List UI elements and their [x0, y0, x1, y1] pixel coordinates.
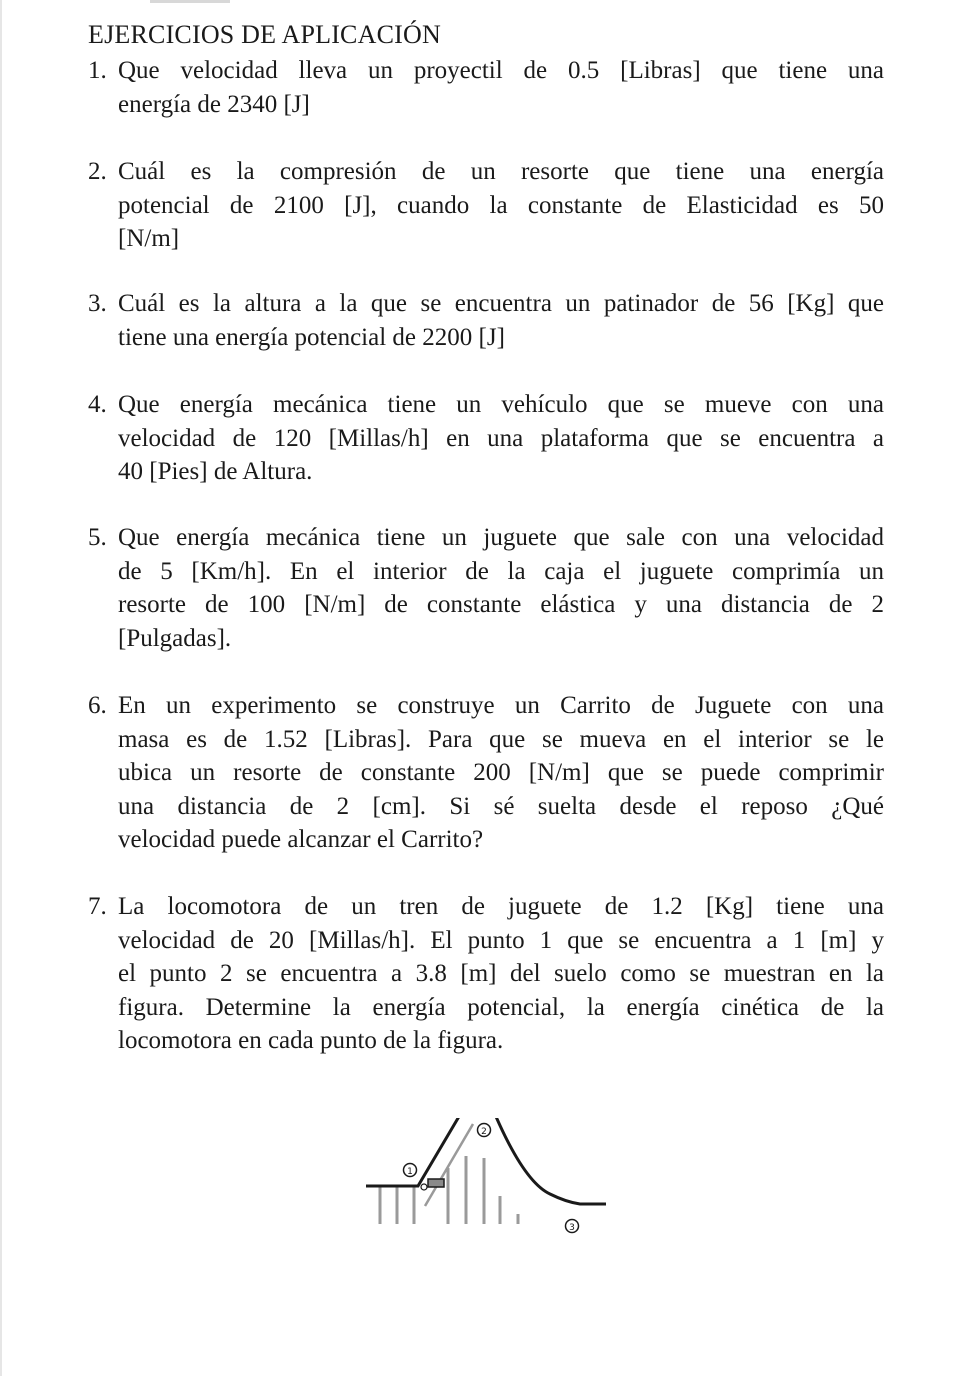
track-supports	[360, 1156, 518, 1224]
exercise-line: el punto 2 se encuentra a 3.8 [m] del suelo como se muestran en la	[118, 960, 884, 987]
exercise-number: 6.	[88, 692, 107, 719]
exercise-line: Cuál es la altura a la que se encuentra un patinador de 56 [Kg] que	[118, 290, 884, 317]
page-title: EJERCICIOS DE APLICACIÓN	[88, 20, 441, 49]
point-marker-1	[404, 1164, 417, 1178]
exercise-line: Cuál es la compresión de un resorte que tiene una energía	[118, 158, 884, 185]
exercise-5	[88, 521, 884, 655]
exercise-line: velocidad de 120 [Millas/h] en una plataforma que se encuentra a	[118, 424, 884, 452]
exercise-7	[88, 890, 884, 1058]
exercise-line: una distancia de 2 [cm]. Si sé suelta desde el reposo ¿Qué	[118, 792, 884, 820]
locomotive-icon	[428, 1179, 444, 1187]
exercise-1	[88, 54, 884, 121]
exercise-number: 7.	[88, 893, 107, 920]
exercise-line: de 5 [Km/h]. En el interior de la caja el juguete comprimía un	[118, 557, 884, 585]
wheel-icon	[421, 1184, 427, 1190]
track-diagram	[360, 1118, 610, 1310]
exercise-line: locomotora en cada punto de la figura.	[118, 1027, 504, 1054]
exercise-line: velocidad de 20 [Millas/h]. El punto 1 que se encuentra a 1 [m] y	[118, 926, 884, 954]
exercise-3	[88, 287, 884, 354]
top-scrap-mark	[150, 0, 230, 3]
exercise-line: 40 [Pies] de Altura.	[118, 458, 313, 485]
exercise-number: 2.	[88, 158, 107, 185]
exercise-number: 4.	[88, 391, 107, 418]
point-label: 1	[407, 1167, 413, 1177]
track-figure	[360, 1118, 610, 1310]
exercise-line: Que energía mecánica tiene un vehículo que se mueve con una	[118, 391, 884, 418]
point-label: 2	[481, 1127, 487, 1137]
point-marker-3	[566, 1220, 579, 1234]
exercise-line: potencial de 2100 [J], cuando la constante de Elasticidad es 50	[118, 191, 884, 219]
exercise-number: 3.	[88, 290, 107, 317]
exercise-4	[88, 388, 884, 489]
exercise-6	[88, 689, 884, 857]
exercise-line: [Pulgadas].	[118, 624, 232, 652]
exercise-line: resorte de 100 [N/m] de constante elástica y una distancia de 2	[118, 591, 884, 618]
train-car	[421, 1179, 444, 1190]
point-marker-2	[478, 1124, 491, 1138]
exercise-line: Que energía mecánica tiene un juguete que sale con una velocidad	[118, 524, 884, 551]
point-label: 3	[569, 1223, 575, 1233]
exercise-line: La locomotora de un tren de juguete de 1.2 [Kg] tiene una	[118, 893, 884, 920]
exercise-line: En un experimento se construye un Carrito de Juguete con una	[118, 692, 884, 719]
exercise-line: energía de 2340 [J]	[118, 90, 310, 118]
exercise-line: velocidad puede alcanzar el Carrito?	[118, 826, 484, 853]
exercise-line: [N/m]	[118, 225, 180, 252]
exercise-line: tiene una energía potencial de 2200 [J]	[118, 323, 505, 351]
exercise-number: 1.	[88, 57, 107, 84]
exercise-2	[88, 155, 884, 256]
exercise-number: 5.	[88, 524, 107, 551]
exercise-line: figura. Determine la energía potencial, la energía cinética de la	[118, 993, 884, 1021]
exercise-line: ubica un resorte de constante 200 [N/m] que se puede comprimir	[118, 759, 884, 786]
exercise-line: Que velocidad lleva un proyectil de 0.5 [Libras] que tiene una	[118, 57, 884, 84]
exercise-line: masa es de 1.52 [Libras]. Para que se mueva en el interior se le	[118, 725, 884, 753]
